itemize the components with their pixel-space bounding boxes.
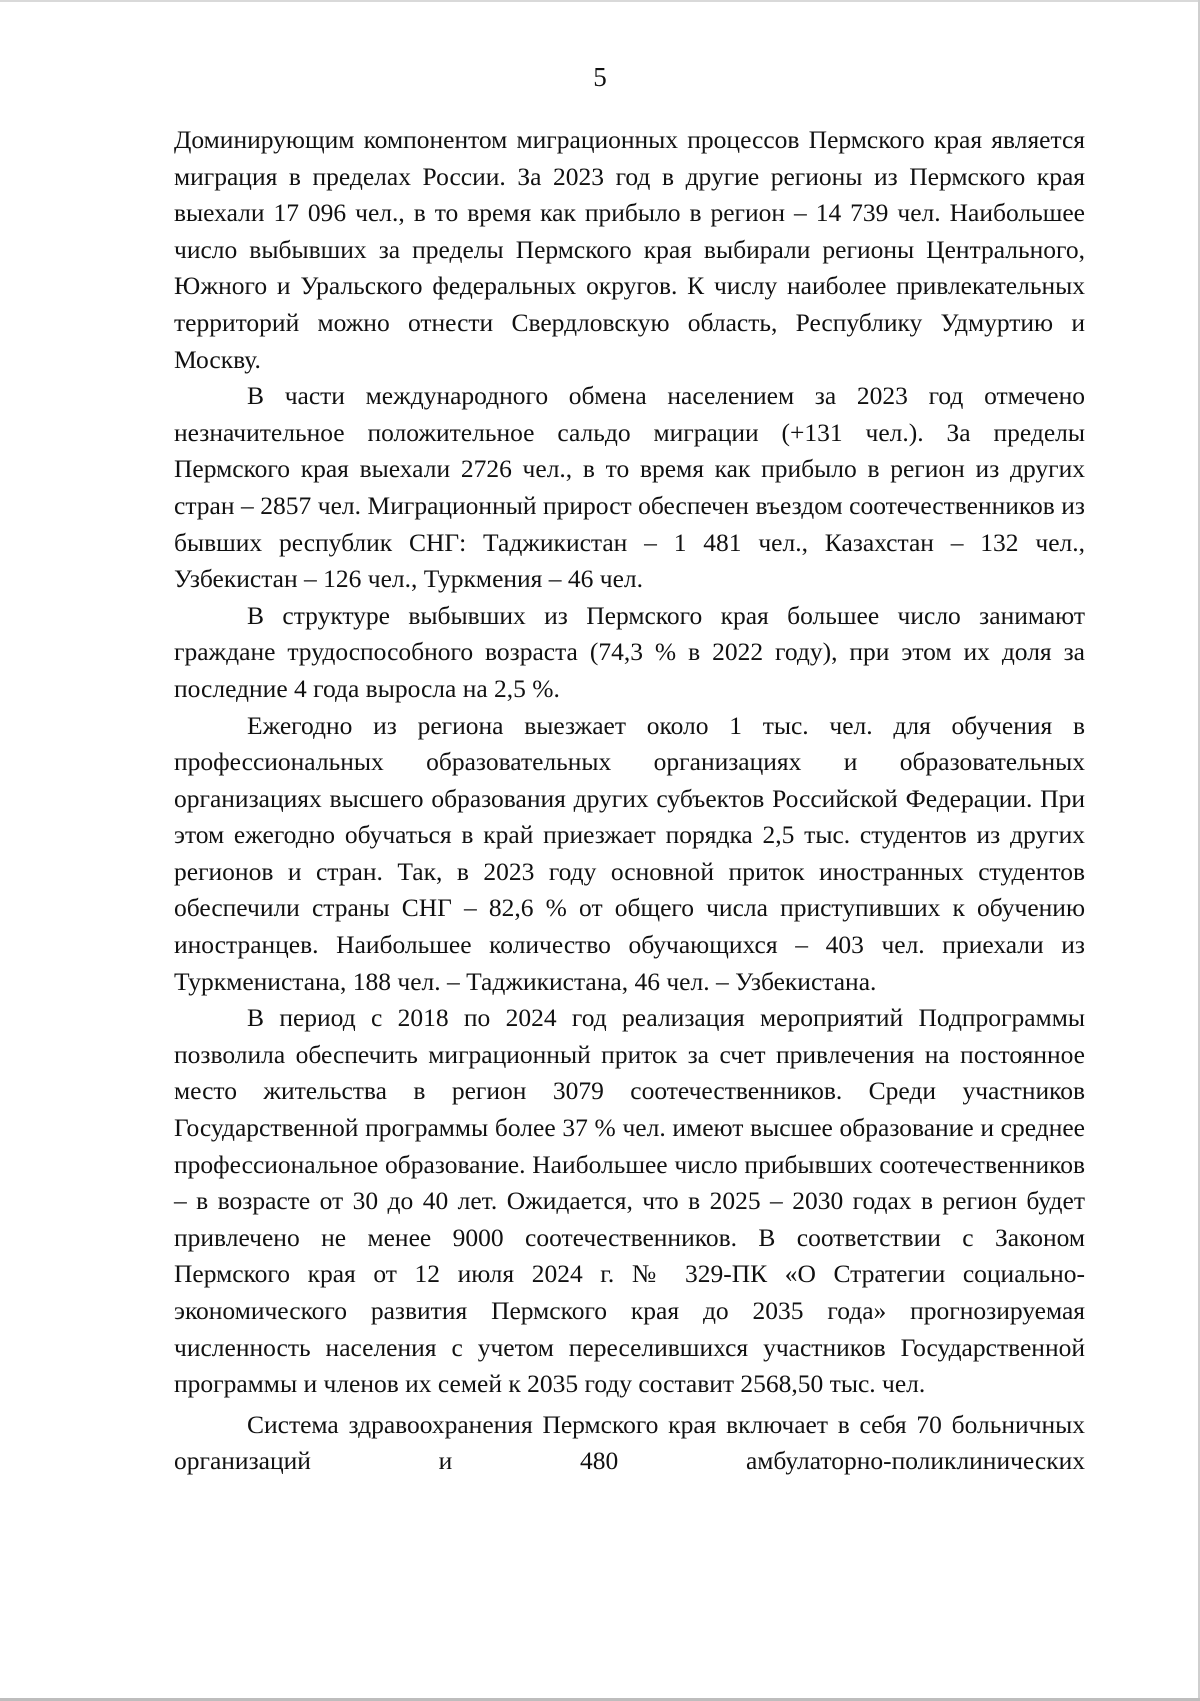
paragraph-international-migration: В части международного обмена населением за 2023 год отмечено незначительное положительное сальдо миграции (+131 чел.). За пределы Пермского края выехали 2726 чел., в то время как прибыло в регион из других стран – 2857 чел. Миграционный прирост обеспечен въездом соотечественников из бывших республик СНГ: Таджикистан – 1 481 чел., Казахстан – 132 чел., Узбекистан – 126 чел., Туркмения – 46 чел.	[174, 381, 1085, 594]
paragraph-subprogram-results: В период с 2018 по 2024 год реализация мероприятий Подпрограммы позволила обеспечить миграционный приток за счет привлечения на постоянное место жительства в регион 3079 соотечественников. Среди участников Государственной программы более 37 % чел. имеют высшее образование и среднее профессиональное образование. Наибольшее число прибывших соотечественников – в возрасте от 30 до 40 лет. Ожидается, что в 2025 – 2030 годах в регион будет привлечено не менее 9000 соотечественников. В соответствии с Законом Пермского края от 12 июля 2024 г. № 329-ПК «О Стратегии социально-экономического развития Пермского края до 2035 года» прогнозируемая численность населения с учетом переселившихся участников Государственной программы и членов их семей к 2035 году составит 2568,50 тыс. чел.	[174, 1003, 1085, 1399]
scan-top-edge	[0, 0, 1200, 2]
paragraph-healthcare-system: Система здравоохранения Пермского края включает в себя 70 больничных организаций и 480 амбулаторно-поликлинических	[174, 1409, 1085, 1476]
page-number: 5	[593, 62, 607, 92]
paragraph-student-migration: Ежегодно из региона выезжает около 1 тыс. чел. для обучения в профессиональных образовательных организациях и образовательных организациях высшего образования других субъектов Российской Федерации. При этом ежегодно обучаться в край приезжает порядка 2,5 тыс. студентов из других регионов и стран. Так, в 2023 году основной приток иностранных студентов обеспечили страны СНГ – 82,6 % от общего числа приступивших к обучению иностранцев. Наибольшее количество обучающихся – 403 чел. приехали из Туркменистана, 188 чел. – Таджикистана, 46 чел. – Узбекистана.	[174, 710, 1085, 996]
document-body	[174, 122, 1085, 1480]
paragraph-internal-migration: Доминирующим компонентом миграционных процессов Пермского края является миграция в пределах России. За 2023 год в другие регионы из Пермского края выехали 17 096 чел., в то время как прибыло в регион – 14 739 чел. Наибольшее число выбывших за пределы Пермского края выбирали регионы Центрального, Южного и Уральского федеральных округов. К числу наиболее привлекательных территорий можно отнести Свердловскую область, Республику Удмуртию и Москву.	[174, 125, 1085, 374]
paragraph-emigrant-structure: В структуре выбывших из Пермского края большее число занимают граждане трудоспособного возраста (74,3 % в 2022 году), при этом их доля за последние 4 года выросла на 2,5 %.	[174, 600, 1085, 703]
